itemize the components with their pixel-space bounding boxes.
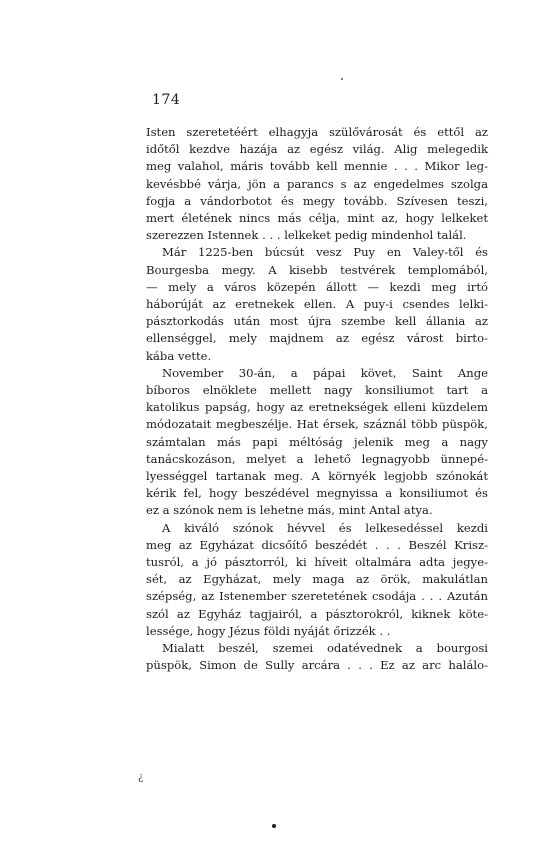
text-line: Mialatt beszél, szemei odatévednek a bourgosi xyxy=(162,641,488,656)
text-line: számtalan más papi méltóság jelenik meg a nagy xyxy=(146,434,488,449)
text-line: püspök, Simon de Sully arcára . . . Ez az arc halálo- xyxy=(146,658,488,673)
text-line: szépség, az Istenember szeretetének csodája . . . Azután xyxy=(146,589,488,604)
text-line: bíboros elnöklete mellett nagy konsiliumot tart a xyxy=(146,383,488,398)
text-line: Bourgesba megy. A kisebb testvérek templomából, xyxy=(146,262,488,277)
body-text xyxy=(146,124,488,675)
text-line: módozatait megbeszélje. Hat érsek, száznál több püspök, xyxy=(146,417,488,432)
text-line: kába vette. xyxy=(146,348,212,363)
text-line: szerezzen Istennek . . . lelkeket pedig mindenhol talál. xyxy=(146,228,467,243)
text-line: mert életének nincs más célja, mint az, hogy lelkeket xyxy=(146,211,488,226)
text-line: időtől kezdve hazája az egész világ. Alig melegedik xyxy=(146,142,488,157)
text-line: kérik fel, hogy beszédével megnyissa a konsiliumot és xyxy=(146,486,488,501)
text-line: tusról, a jó pásztorról, ki híveit oltalmára adta jegye- xyxy=(146,555,488,570)
text-line: ellenséggel, mely majdnem az egész várost birto- xyxy=(146,331,488,346)
text-line: ez a szónok nem is lehetne más, mint Antal atya. xyxy=(146,503,433,518)
ink-speck xyxy=(341,78,343,80)
text-line: — mely a város közepén állott — kezdi meg irtó xyxy=(146,279,488,294)
text-line: lessége, hogy Jézus földi nyáját őrizzék . . xyxy=(146,623,391,638)
text-line: meg valahol, máris tovább kell mennie . . . Mikor leg- xyxy=(146,159,488,174)
text-line: A kiváló szónok hévvel és lelkesedéssel kezdi xyxy=(162,520,488,535)
text-line: pásztorkodás után most újra szembe kell állania az xyxy=(146,314,488,329)
text-line: lyességgel tartanak meg. A környék legjobb szónokát xyxy=(146,469,488,484)
margin-mark: ¿ xyxy=(138,772,144,783)
text-line: fogja a vándorbotot és megy tovább. Szívesen teszi, xyxy=(146,193,488,208)
text-line: Isten szeretetéért elhagyja szülővárosát és ettől az xyxy=(146,125,488,139)
text-line: Már 1225-ben búcsút vesz Puy en Valey-től és xyxy=(162,245,488,260)
page-number: 174 xyxy=(152,92,181,108)
text-line: katolikus papság, hogy az eretnekségek elleni küzdelem xyxy=(146,400,488,415)
text-line: szól az Egyház tagjairól, a pásztorokról, kiknek köte- xyxy=(146,606,488,621)
text-line: háborúját az eretnekek ellen. A puy-i csendes lelki- xyxy=(146,297,488,312)
text-line: meg az Egyházat dicsőítő beszédét . . . Beszél Krisz- xyxy=(146,537,488,552)
text-line: November 30-án, a pápai követ, Saint Ange xyxy=(162,365,488,380)
page-dot xyxy=(272,824,276,828)
text-line: kevésbbé várja, jön a parancs s az engedelmes szolga xyxy=(146,176,488,191)
text-line: tanácskozáson, melyet a lehető legnagyobb ünnepé- xyxy=(146,451,488,466)
text-line: sét, az Egyházat, mely maga az örök, makulátlan xyxy=(146,572,488,587)
